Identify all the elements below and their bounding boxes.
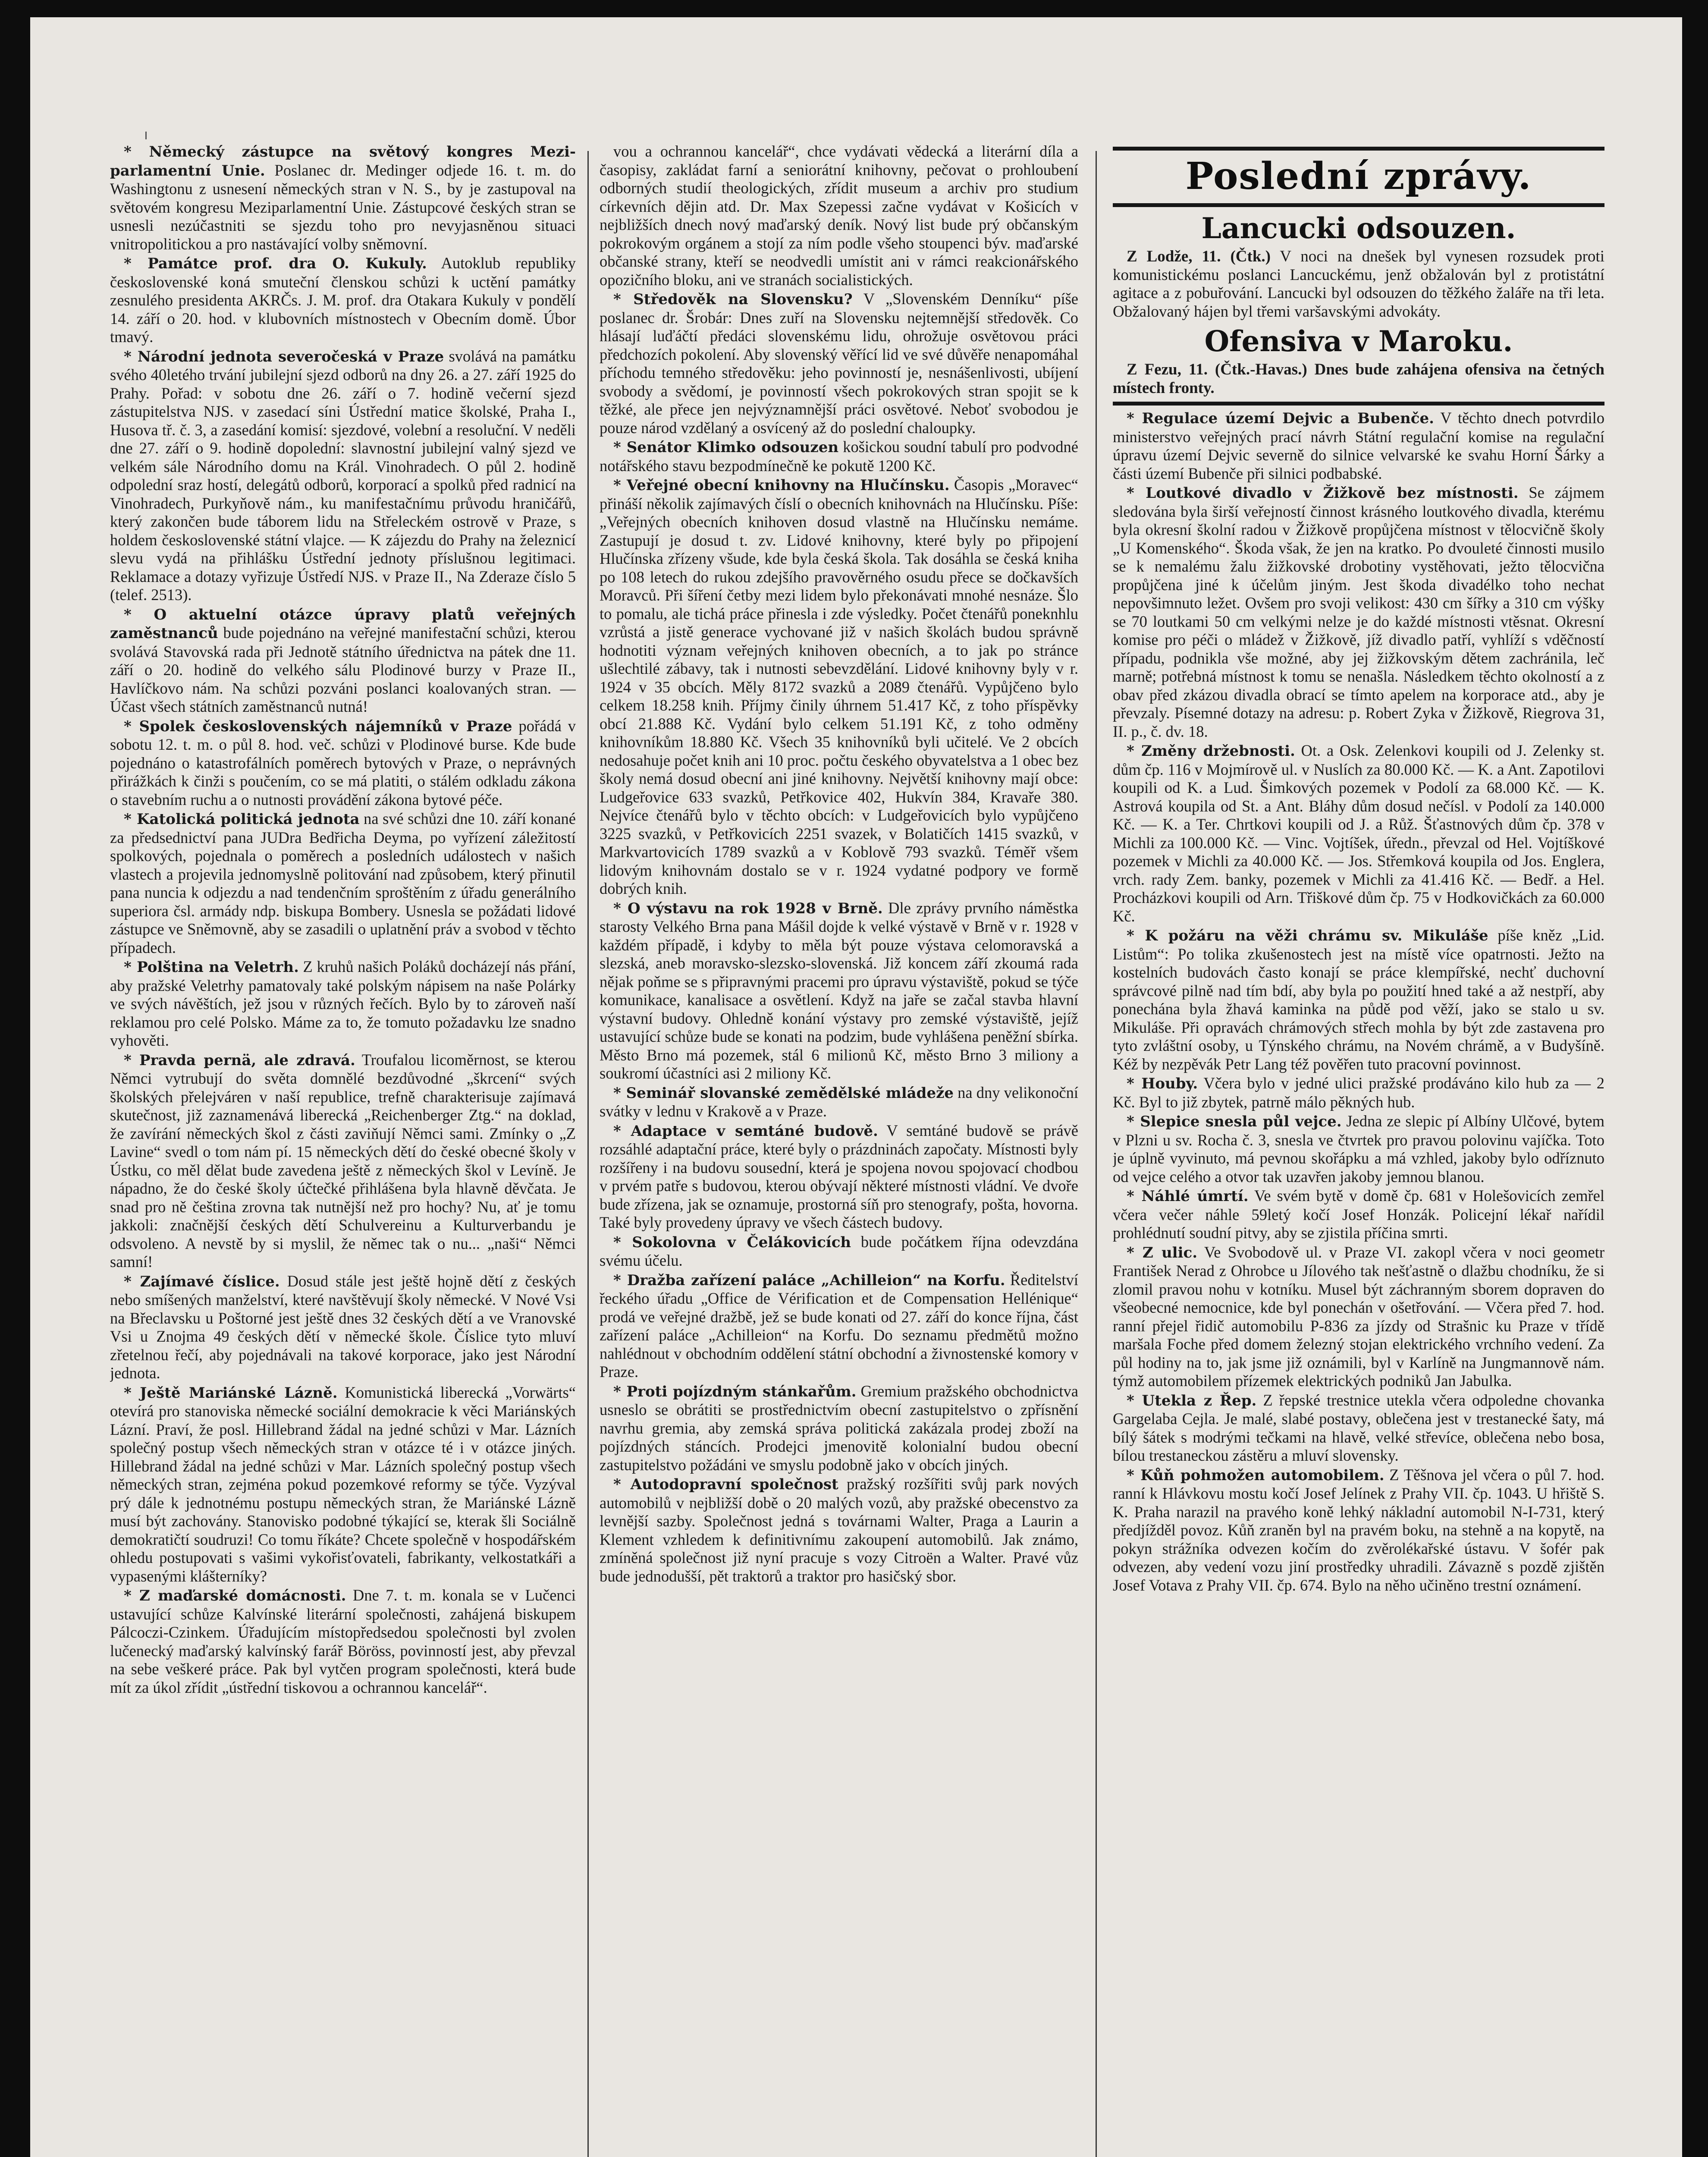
article-text: Ve Svobodově ul. v Praze VI. zakopl včera v noci geometr František Nerad z Ohrobce u Jílového tak nešťastně o dlažbu chodníku, že si zlomil pravou nohu v kotníku. Musel být záchranným sborem dopraven do všeobecné nemocnice, kde byl ponechán v ošetřování. — Včera před 7. hod. ranní přejel řidič automobilu P-836 za jízdy od Strašnic ku Praze v třídě maršala Foche před domem železný stojan elektrického vrchního vedení. Za půl hodiny na to, jak jsme již oznámili, byl v Karlíně na Jungmannově nám. týmž automobilem přízemek elektrických podniků Jan Jabulka. <box>1113 1243 1604 1390</box>
column-divider-left <box>587 151 589 2157</box>
article-heading: * O aktuelní otázce úpravy platů veřejných zaměstnanců <box>110 606 576 642</box>
article-paragraph <box>110 958 576 1050</box>
column-left <box>110 142 576 2157</box>
article-paragraph <box>1113 1391 1604 1465</box>
article-paragraph <box>600 1271 1078 1381</box>
article-text: V těchto dnech potvrdilo ministerstvo veřejných prací návrh Státní regulační komise na regulační úpravu území Dejvic severně do silnice velvarské ke svahu Horní Šárky a části území Bubenče při silnici podbabské. <box>1113 409 1604 482</box>
article-text: Dosud stále jest ještě hojně dětí z českých nebo smíšených manželství, které navštěvují školy německé. V Nové Vsi na Břeclavsku u Poštorné jest ještě dnes 32 českých dětí a ve Vranovské Vsi u Znojma 49 českých dětí v německé škole. Číslice tyto mluví zřetelnou řečí, aby pojednávali na takové korporace, jako jest Národní jednota. <box>110 1272 576 1382</box>
article-heading: * Seminář slovanské zemědělské mládeže <box>613 1084 954 1102</box>
masthead-rule-top <box>1113 147 1604 151</box>
news-body: V noci na dnešek byl vynesen rozsudek proti komunistickému poslanci Lancuckému, jenž obžalován byl z protistátní agitace a z pobuřování. Lancucki byl odsouzen do těžkého žaláře na tři leta. Obžalovaný hájen byl třemi varšavskými advokáty. <box>1113 248 1604 321</box>
masthead-rule-bottom <box>1113 203 1604 207</box>
article-paragraph <box>1113 1243 1604 1390</box>
section-rule <box>1113 402 1604 406</box>
article-heading: * Proti pojízdným stánkařům. <box>613 1383 857 1400</box>
article-heading: * Kůň pohmožen automobilem. <box>1127 1466 1385 1484</box>
article-heading: * Dražba zařízení paláce „Achilleion“ na Korfu. <box>613 1271 1005 1289</box>
article-text: Ot. a Osk. Zelenkovi koupili od J. Zelenky st. dům čp. 116 v Mojmírově ul. v Nuslích za 80.000 Kč. — K. a Ant. Zapotilovi koupili od K. a Lud. Šimkových pozemek v Podolí za 68.000 Kč. — K. Astrová koupila od St. a Ant. Bláhy dům dosud nečísl. v Podolí za 140.000 Kč. — K. a Ter. Chrtkovi koupili od J. a Růž. Šťastnových dům čp. 378 v Michli za 100.000 Kč. — Vinc. Vojtíšek, úředn., převzal od Hel. Vojtíškové pozemek v Michli za 40.000 Kč. — Jos. Střemková koupila od Jos. Englera, vrch. rady Zem. banky, pozemek v Michli za 41.416 Kč. — Bedř. a Hel. Procházkovi koupili od Arn. Třiškové dům čp. 75 v Hodkovičkách za 60.000 Kč. <box>1113 742 1604 925</box>
column-middle <box>600 142 1078 2157</box>
article-paragraph <box>110 254 576 346</box>
article-text: Poslanec dr. Medinger odjede 16. t. m. do Washingtonu z usnesení německých stran v N. S., by je zastupoval na světovém kongresu Meziparlamentní Unie. Zástupcové českých stran se usnesli nezúčastniti se sjezdu toho pro nevyjasněnou situaci vnitropolitickou a pro nastávající volby sněmovní. <box>110 161 576 253</box>
article-paragraph <box>110 347 576 604</box>
article-text: vou a ochrannou kancelář“, chce vydávati vědecká a literární díla a časopisy, zakládat farní a seniorátní knihovny, pečovat o prohloubení odborných studií theologických, zřídit museum a archiv pro studium církevních dějin atd. Dr. Max Szepessi začne vydávat v Košicích v nejbližších dnech nový maďarský deník. Nový list bude prý občanským pokrokovým orgánem a stojí za ním podle všeho stoupenci býv. maďarské občanské strany, kteří se neodvedli umístit ani v rámci reakcionářského opozičního bloku, ani ve stranách socialistických. <box>600 142 1078 289</box>
article-heading: * Houby. <box>1127 1075 1198 1092</box>
article-text: Troufalou licoměrnost, se kterou Němci vytrubují do světa domnělé bezdůvodné „škrcení“ svých školských přelejváren v naší republice, trefně charakterisuje zajímavá skutečnost, již zaznamenává liberecká „Reichenberger Ztg.“ na doklad, že zavírání německých škol z části zaviňují Němci sami. Zmínky o „Z Lavine“ svedl o tom nám pí. 15 německých dětí do české obecné školy v Ústku, co měl dělat bude zavedena ještě z německých škol v Levíně. Je nápadno, že do české školy účtečké přihlášena byla hlavně děvčata. Je snad pro ně čeština zrovna tak nutnější než pro hochy? Nu, ať je tomu jakkoli: značnější českých dětí Schulvereinu a Kulturverbandu je odsvoleno. A nevstě by si myslil, že němec tak o nu... „naši“ Němci samní! <box>110 1050 576 1270</box>
column-right <box>1113 142 1604 2157</box>
article-paragraph <box>110 1051 576 1271</box>
article-heading: * O výstavu na rok 1928 v Brně. <box>613 899 883 917</box>
article-text: bude počátkem října odevzdána svému účelu. <box>600 1233 1078 1269</box>
article-paragraph <box>1113 1112 1604 1186</box>
article-heading: * Památce prof. dra O. Kukuly. <box>124 255 427 272</box>
article-text: V „Slovenském Denníku“ píše poslanec dr. Šrobár: Dnes zuří na Slovensku nejtemnější středověk. Co hlásají luďáčtí předáci slovenskému lidu, ohrožuje osvětovou práci předchozích pokolení. Aby slovenský věřící lid ve své důvěře nenapomáhal příchodu temného středověku: jeho povinností je, nesnášenlivosti, ubíjení svobody a svědomí, je povinností všech pokrokových stran spojit se k těžké, ale přece jen nejvýznamnější práci osvětové. Neboť svobodou je pouze národ vzdělaný a osvícený až do poslední chaloupky. <box>600 290 1078 437</box>
article-heading: * Z maďarské domácnosti. <box>124 1587 346 1604</box>
article-text: Z řepské trestnice utekla včera odpoledne chovanka Gargelaba Cejla. Je malé, slabé postavy, oblečena jest v trestanecké šaty, má bílý šátek s modrými tečkami na hlavě, velké střevíce, oblečena nebo bosa, bílou trestaneckou zástěru a mluví slovensky. <box>1113 1391 1604 1464</box>
article-text: Komunistická liberecká „Vorwärts“ otevírá pro stanoviska německé sociální demokracie k věci Mariánských Lázní. Praví, že posl. Hillebrand žádal na jedné schůzi v Mar. Lázních společný postup všech německých stran v otázce té i v otázce jiných. Hillebrand žádal na jedné schůzi v Mar. Lázních společný postup všech německých stran, zejména pokud pozemkové reformy se týče. Vyzýval prý dále k jednotnému postupu německých stran, že Mariánské Lázně musí být zachovány. Stanovisko podobné týkající se, kterak šli Sociálně demokratičtí soudruzi! Co tomu říkáte? Chcete společně v hospodářském ohledu postupovati s vašimi vykořisťovateli, fabrikanty, velkostatkáři a vypasenými klášterníky? <box>110 1383 576 1585</box>
column-divider-right <box>1096 151 1097 2157</box>
article-heading: * Ještě Mariánské Lázně. <box>124 1384 338 1402</box>
article-paragraph <box>1113 484 1604 741</box>
article-text: Autoklub republiky československé koná smuteční členskou schůzi k uctění památky zesnulého presidenta AKRČs. J. M. prof. dra Otakara Kukuly v pondělí 14. září o 20. hod. v klubovních místnostech v Obecním domě. Úbor tmavý. <box>110 254 576 346</box>
article-paragraph <box>600 142 1078 289</box>
article-text: V semtáné budově se právě rozsáhlé adaptační práce, které byly o prázdninách započaty. Místnosti byly rozšířeny i na budovu sousední, která je spojena novou spojovací chodbou v prvém patře s budovou, kterou obývají některé místnosti vládní. Ve dvoře bude zřízena, jak se oznamuje, prostorná síň pro stenografy, pošta, hovorna. Také byly provedeny úpravy ve všech částech budovy. <box>600 1121 1078 1231</box>
article-text: Z kruhů našich Poláků docházejí nás přání, aby pražské Veletrhy pamatovaly také polským nápisem na naše Polárky ve svých návěštích, jež jsou v různých řečích. Bylo by to zároveň naší reklamou pro celé Polsko. Máme za to, že tomuto požadavku lze snadno vyhověti. <box>110 958 576 1049</box>
article-paragraph <box>1113 926 1604 1073</box>
headline-maroko: Ofensiva v Maroku. <box>1204 324 1513 358</box>
article-paragraph <box>600 438 1078 475</box>
news-dateline: Z Fezu, 11. (Čtk.-Havas.) <box>1127 361 1307 378</box>
article-paragraph <box>110 1272 576 1383</box>
article-paragraph <box>600 1382 1078 1475</box>
article-text: pražský rozšířiti svůj park nových automobilů v nejbližší době o 20 malých vozů, aby pražské obecenstvo za levnější sazby. Společnost jedná s továrnami Walter, Praga a Laurin a Klement vzhledem k definitivnímu zakoupení automobilů. Jak známo, zmíněná společnost již nyní pracuje s vozy Citroën a Walter. Pravé vůz bude jednodušší, pět traktorů a traktor pro hasičský sbor. <box>600 1475 1078 1585</box>
article-heading: * Adaptace v semtáné budově. <box>613 1122 878 1140</box>
article-heading: * Sokolovna v Čelákovicích <box>613 1233 851 1251</box>
article-heading: * Německý zástupce na světový kongres Mezi-parlamentní Unie. <box>110 143 576 179</box>
article-paragraph <box>600 1122 1078 1232</box>
article-text: Časopis „Moravec“ přináší několik zajímavých číslí o obecních knihovnách na Hlučínsku. Píše: „Veřejných obecních knihoven dosud vlastně na Hlučínsku nemáme. Zastupují je dosud t. zv. Lidové knihovny, které byly po připojení Hlučínska zřízeny všude, kde byla česká škola. Tak dosáhla se česká kniha po 108 letech do rukou zdejšího pravověrného osudu přece se dočkavších Moravců. Při šíření četby mezi lidem bylo překonávati mnohé nesnáze. Šlo to pomalu, ale tichá práce přinesla i zde výsledky. Počet čtenářů poneknhlu vzrůstá a jistě generace vychované již v našich školách budou správně hodnotiti význam veřejných knihoven obecních, a to jak po stránce ušlechtilé zábavy, tak i nutnosti sebevzdělání. Lidové knihovny byly v r. 1924 v 35 obcích. Měly 8172 svazků a 2089 čtenářů. Vypůjčeno bylo celkem 18.258 knih. Příjmy činily úhrnem 51.417 Kč, z toho příspěvky obcí 21.888 Kč. Vydání bylo celkem 51.191 Kč, z toho odměny knihovníkům 18.880 Kč. Všech 35 knihovníků byli učitelé. Ve 2 obcích nedosahuje počet knih ani 10 proc. počtu českého obyvatelstva a 1 obec bez školy nemá dosud obecní ani jiné knihovny. Největší knihovny mají obce: Ludgeřovice 633 svazků, Petřkovice 402, Hukvín 384, Kravaře 380. Nejvíce čtenářů bylo v těchto obcích: v Ludgeřovicích bylo vypůjčeno 3225 svazků, v Petřkovicích 2251 svazek, v Bolatičích 1415 svazků, v Markvartovicích 1789 svazků a v Koblově 793 svazků. Téměř všem lidovým knihovnám dostalo se v r. 1924 vydatné podpory ve formě dobrých knih. <box>600 476 1078 897</box>
news-maroko <box>1113 361 1604 397</box>
article-heading: * Regulace území Dejvic a Bubenče. <box>1127 410 1434 427</box>
article-heading: * Autodopravní společnost <box>613 1476 838 1493</box>
article-text: Ředitelství řeckého úřadu „Office de Vérification et de Compensation Hellénique“ prodá ve veřejné dražbě, jež se bude konati od 27. září do konce října, část zařízení paláce „Achilleion“ na Korfu. Do seznamu předmětů možno nahlédnout v obchodním oddělení státní obchodní a živnostenské komory v Praze. <box>600 1270 1078 1380</box>
article-text: na své schůzi dne 10. září konané za předsednictví pana JUDra Bedřicha Deyma, po vyřízení záležitostí spolkových, pojednala o poměrech a posledních událostech v našich vlastech a projevila jednomyslně politování nad způsobem, který přinutil pana nuncia k odjezdu a nad tendenčním sproštěním z úřadu generálního superiora čsl. armády ndp. biskupa Bombery. Usnesla se požádati lidové zástupce ve Sněmovně, aby se zasadili o uplatnění práv a svobod v těchto případech. <box>110 810 576 956</box>
article-text: Se zájmem sledována byla širší veřejností činnost krásného loutkového divadla, kterému byla okresní školní radou v Žižkově propůjčena místnost v tělocvičně školy „U Komenského“. Škoda však, že jen na kratko. Po dvouleté činnosti musilo se k nemalému žalu žižkovské drobotiny vystěhovati, ježto tělocvična propůjčena jiné k účelům jiným. Jest škoda divadélko toho nechat nepovšimnuto ležet. Ovšem pro svoji velikost: 430 cm šířky a 310 cm výšky se 70 loutkami 50 cm velkými nelze je do každé místnosti vtěsnat. Okresní komise pro péči o mládež v Žižkově, jíž divadlo patří, vyhlíží s vděčností případu, podnikla vše možné, aby jej žižkovským dětem zachránila, leč marně; potřebná místnost k tomu se nenašla. Následkem těchto okolností a z obav před zkázou divadla obrací se tímto apelem na korporace atd., aby je převzaly. Písemné dotazy na adresu: p. Robert Zyka v Žižkově, Riegrova 31, II. p., č. dv. 18. <box>1113 484 1604 740</box>
article-text: na dny velikonoční svátky v lednu v Krakově a v Praze. <box>600 1083 1078 1120</box>
article-paragraph <box>1113 742 1604 925</box>
article-heading: * Senátor Klimko odsouzen <box>613 439 839 456</box>
article-heading: * Z ulic. <box>1127 1244 1198 1261</box>
article-heading: * K požáru na věži chrámu sv. Mikuláše <box>1127 927 1488 944</box>
article-heading: * Slepice snesla půl vejce. <box>1127 1113 1342 1130</box>
article-paragraph <box>110 605 576 716</box>
article-heading: * Loutkové divadlo v Žižkově bez místnosti. <box>1127 484 1519 502</box>
article-paragraph <box>1113 409 1604 483</box>
article-text: Dle zprávy prvního náměstka starosty Velkého Brna pana Mášil dojde k velké výstavě v Brně v r. 1928 v každém případě, i kdyby to měla být pouze výstava celomoravská a slezská, aneb moravsko-slezsko-slovenská. Již koncem září zkoumá rada nějak poňme se s připravnými pracemi pro úpravu výstaviště, pokud se týče komunikace, kanalisace a osvětlení. Když na jaře se začal stavba hlavní výstavní budovy. Ohledně konání výstavy pro zemské výstaviště, jejíž ustavující schůze bude se konati na podzim, bude vyhlášena peněžní sbírka. Město Brno má pozemek, stál 6 milionů Kč, město Brno 3 miliony a soukromí účastníci asi 2 miliony Kč. <box>600 899 1078 1082</box>
article-heading: * Veřejné obecní knihovny na Hlučínsku. <box>613 477 950 494</box>
section-masthead: Poslední zprávy. <box>1185 154 1532 198</box>
article-text: píše kněz „Lid. Listům“: Po tolika zkušenostech jest na místě více opatrnosti. Ježto na kostelních budovách často konají se práce klempířské, nechť duchovní správcové pilně nad tím bdí, aby byla po použití hned také a až nestpří, aby ponechána byla žhavá kaminka na půdě pod věží, jako se stalo u sv. Mikuláše. Při opravách chrámových střech mohla by být zde zastavena pro tyto zvláštní osoby, u Týnského chrámu, na Novém chrámě, a v Budyšíně. Kéž by nezpěvák Petr Lang též pověřen tuto pracovní povinnost. <box>1113 926 1604 1073</box>
article-heading: * Spolek československých nájemníků v Praze <box>124 717 512 735</box>
article-paragraph <box>600 1084 1078 1121</box>
article-heading: * Zajímavé číslice. <box>124 1273 280 1290</box>
article-paragraph <box>600 476 1078 898</box>
article-heading: * Středověk na Slovensku? <box>613 291 853 308</box>
article-heading: * Katolická politická jednota <box>124 811 360 828</box>
article-text: Jedna ze slepic pí Albíny Ulčové, bytem v Plzni u sv. Rocha č. 3, snesla ve čtvrtek pro pravou polovinu vajíčka. Toto je úplně vyvinuto, má pevnou skořápku a má vzhled, jakoby bylo odříznuto od vejce celého a otvor tak uzavřen jakoby jemnou blanou. <box>1113 1112 1604 1185</box>
article-heading: * Národní jednota severočeská v Praze <box>124 348 444 365</box>
article-paragraph <box>1113 1074 1604 1111</box>
article-text: Včera bylo v jedné ulici pražské prodáváno kilo hub za — 2 Kč. Byl to již zbytek, patrně málo pěkných hub. <box>1113 1074 1604 1111</box>
article-heading: * Utekla z Řep. <box>1127 1392 1257 1409</box>
article-text: košickou soudní tabulí pro podvodné notářského stavu bezpodmínečně ke pokutě 1200 Kč. <box>600 438 1078 475</box>
article-paragraph <box>600 899 1078 1083</box>
page-mark <box>142 132 150 141</box>
article-text: pořádá v sobotu 12. t. m. o půl 8. hod. več. schůzi v Plodinové burse. Kde bude pojednáno o katastrofálních poměrech bytových v Praze, o neprávných přirážkách k činži s poučením, co se má platiti, o stálém odkladu zákona o stavebním ruchu a o nutnosti provádění zákona bytové péče. <box>110 717 576 808</box>
article-heading: * Náhlé úmrtí. <box>1127 1188 1249 1205</box>
article-paragraph <box>110 1586 576 1697</box>
article-heading: * Změny držebnosti. <box>1127 742 1295 760</box>
article-paragraph <box>110 142 576 253</box>
news-dateline: Z Lodže, 11. (Čtk.) <box>1127 248 1271 265</box>
article-text: bude pojednáno na veřejné manifestační schůzi, kterou svolává Stavovská rada při Jednotě státního úřednictva na pátek dne 11. září o 20. hodině do velkého sálu Plodinové burzy v Praze II., Havlíčkovo nám. Na schůzi pozváni poslanci koalovaných stran. — Účast všech státních zaměstnanců nutná! <box>110 624 576 715</box>
article-text: Dne 7. t. m. konala se v Lučenci ustavující schůze Kalvínské literární společnosti, zahájená biskupem Pálcoczi-Czinkem. Úřadujícím místopředsedou společnosti byl zvolen lučenecký maďarský kalvínský farář Böröss, povinností jest, aby převzal na sebe veškeré práce. Pak byl vytčen program společnosti, která bude mít za úkol zřídit „ústřední tiskovou a ochrannou kancelář“. <box>110 1586 576 1696</box>
news-lancucki <box>1113 248 1604 321</box>
article-heading: * Polština na Veletrh. <box>124 959 299 976</box>
article-paragraph <box>1113 1466 1604 1595</box>
news-body: Dnes bude zahájena ofensiva na četných místech fronty. <box>1113 361 1604 397</box>
article-text: Z Těšnova jel včera o půl 7. hod. ranní k Hlávkovu mostu kočí Josef Jelínek z Prahy VII. čp. 1043. U hřiště S. K. Praha narazil na pravého koně lehký nákladní automobil N-I-731, který předjížděl povoz. Kůň zraněn byl na pravém boku, na stehně a na kopytě, na pokyn strážníka odvezen kočím do zvěrolékařské ústavu. V šofér pak odvezen, aby vedení vozu jiní prostředky uhradili. Závazně s pozdě zjištěn Josef Votava z Prahy VII. čp. 674. Bylo na něho učiněno trestní oznámení. <box>1113 1465 1604 1594</box>
article-heading: * Pravda pernä, ale zdravá. <box>124 1051 355 1069</box>
article-paragraph <box>110 717 576 809</box>
article-paragraph <box>110 1383 576 1586</box>
column-right-articles <box>1113 409 1604 1594</box>
article-paragraph <box>600 1233 1078 1270</box>
article-text: Gremium pražského obchodnictva usneslo se obrátiti se prostřednictvím obecní zastupitelstvo o zpřísnění navrhu gremia, aby zemská správa politická zakázala prodej zboží na pojízdných stáncích. Prodejci jmenovitě kolonialní budou obecní zastupitelstvo požádáni ve smyslu podobně jako v obcích jiných. <box>600 1382 1078 1474</box>
article-text: Ve svém bytě v domě čp. 681 v Holešovicích zemřel včera večer náhle 59letý kočí Josef Honzák. Policejní lékař nařídil prohlédnutí soudní pitvy, aby se zjistila příčina smrti. <box>1113 1187 1604 1242</box>
article-paragraph <box>110 810 576 957</box>
headline-lancucki: Lancucki odsouzen. <box>1201 211 1516 245</box>
article-paragraph <box>1113 1187 1604 1242</box>
article-paragraph <box>600 1475 1078 1585</box>
article-paragraph <box>600 290 1078 437</box>
article-text: svolává na památku svého 40letého trvání jubilejní sjezd odborů na dny 26. a 27. září 1925 do Prahy. Pořad: v sobotu dne 26. září o 7. hodině večerní sjezd zástupitelstva NJS. v zasedací síni Ústřední matice školské, Praha I., Husova tř. č. 3, a zasedání komisí: sjezdové, volební a resoluční. V neděli dne 27. září o 9. hodině dopolední: slavnostní jubilejní valný sjezd ve velkém sále Národního domu na Král. Vinohradech. O půl 2. hodině odpolední sraz hostí, delegátů odborů, korporací a spolků před radnicí na Vinohradech, Purkyňově nám., ku manifestačnímu průvodu hraničářů, který zakončen bude táborem lidu na Střeleckém ostrově v Praze, s holdem československé státní vlajce. — K zájezdu do Prahy na železnicí slevu vydá na přihlášku Ústřední jednoty příslušnou legitimaci. Reklamace a dotazy vyřizuje Ústředí NJS. v Praze II., Na Zderaze číslo 5 (telef. 2513). <box>110 347 576 604</box>
